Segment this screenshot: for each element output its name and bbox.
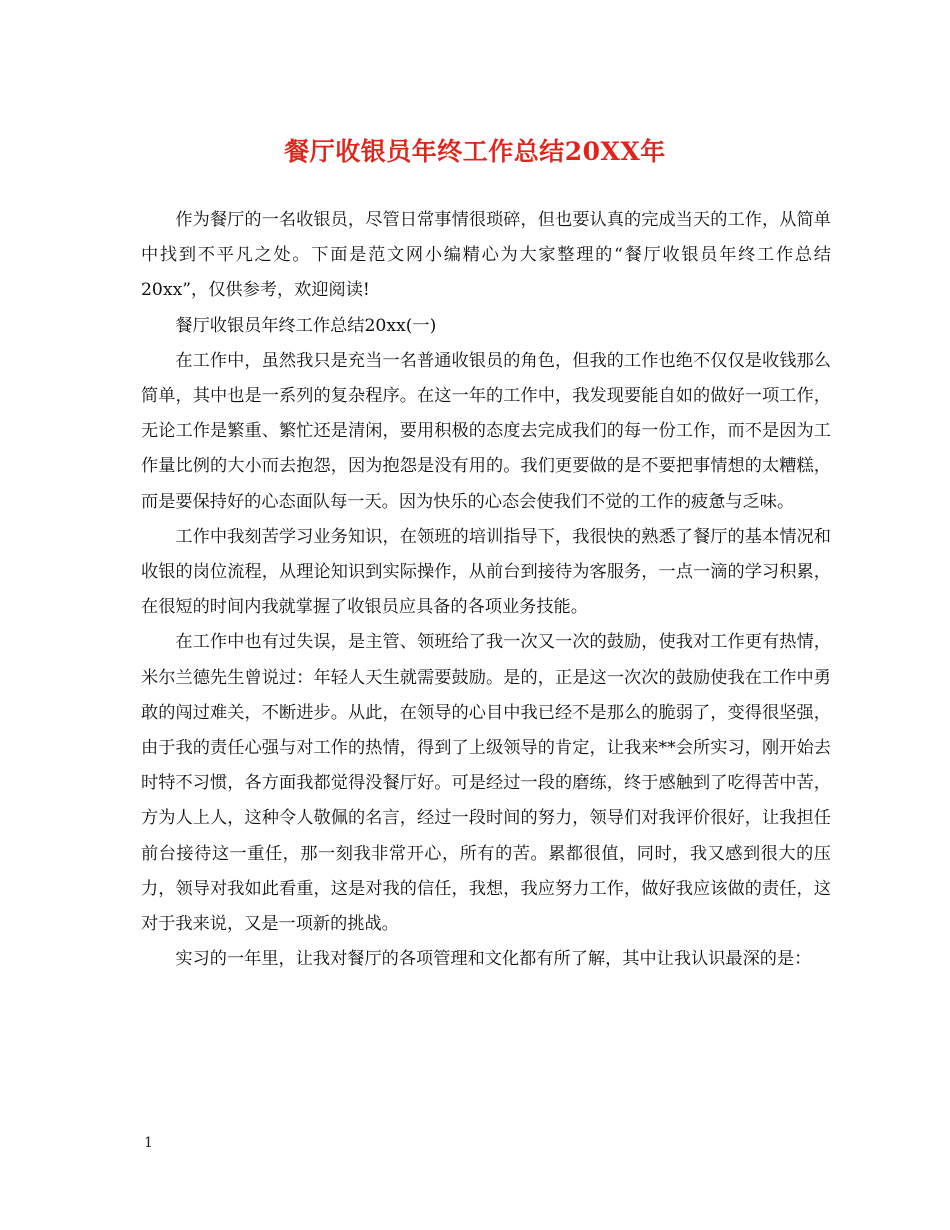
section-heading: 餐厅收银员年终工作总结20xx(一) [175, 315, 437, 336]
document-title: 餐厅收银员年终工作总结20XX年 [284, 137, 666, 166]
paragraph: 实习的一年里，让我对餐厅的各项管理和文化都有所了解，其中让我认识最深的是： [175, 949, 812, 970]
page-number: 1 [144, 1135, 153, 1151]
paragraph: 工作中我刻苦学习业务知识，在领班的培训指导下，我很快的熟悉了餐厅的基本情况和收银的岗位流程，从理论知识到实际操作，从前台到接待为客服务，一点一滴的学习积累，在很短的时间内我就掌握了收银员应具备的各项业务技能。 [141, 526, 831, 618]
paragraph: 在工作中，虽然我只是充当一名普通收银员的角色，但我的工作也绝不仅仅是收钱那么简单，其中也是一系列的复杂程序。在这一年的工作中，我发现要能自如的做好一项工作，无论工作是繁重、繁忙还是清闲，要用积极的态度去完成我们的每一份工作，而不是因为工作量比例的大小而去抱怨，因为抱怨是没有用的。我们更要做的是不要把事情想的太糟糕，而是要保持好的心态面队每一天。因为快乐的心态会使我们不觉的工作的疲惫与乏味。 [141, 350, 831, 512]
paragraph-intro: 作为餐厅的一名收银员，尽管日常事情很琐碎，但也要认真的完成当天的工作，从简单中找到不平凡之处。下面是范文网小编精心为大家整理的“餐厅收银员年终工作总结20xx”，仅供参考，欢迎阅读! [141, 210, 831, 301]
document-body [141, 203, 831, 977]
paragraph: 在工作中也有过失误，是主管、领班给了我一次又一次的鼓励，使我对工作更有热情，米尔兰德先生曾说过：年轻人天生就需要鼓励。是的，正是这一次次的鼓励使我在工作中勇敢的闯过难关，不断进步。从此，在领导的心目中我已经不是那么的脆弱了，变得很坚强，由于我的责任心强与对工作的热情，得到了上级领导的肯定，让我来**会所实习，刚开始去时特不习惯，各方面我都觉得没餐厅好。可是经过一段的磨练，终于感触到了吃得苦中苦，方为人上人，这种令人敬佩的名言，经过一段时间的努力，领导们对我评价很好，让我担任前台接待这一重任，那一刻我非常开心，所有的苦。累都很值，同时，我又感到很大的压力，领导对我如此看重，这是对我的信任，我想，我应努力工作，做好我应该做的责任，这对于我来说，又是一项新的挑战。 [141, 632, 831, 935]
